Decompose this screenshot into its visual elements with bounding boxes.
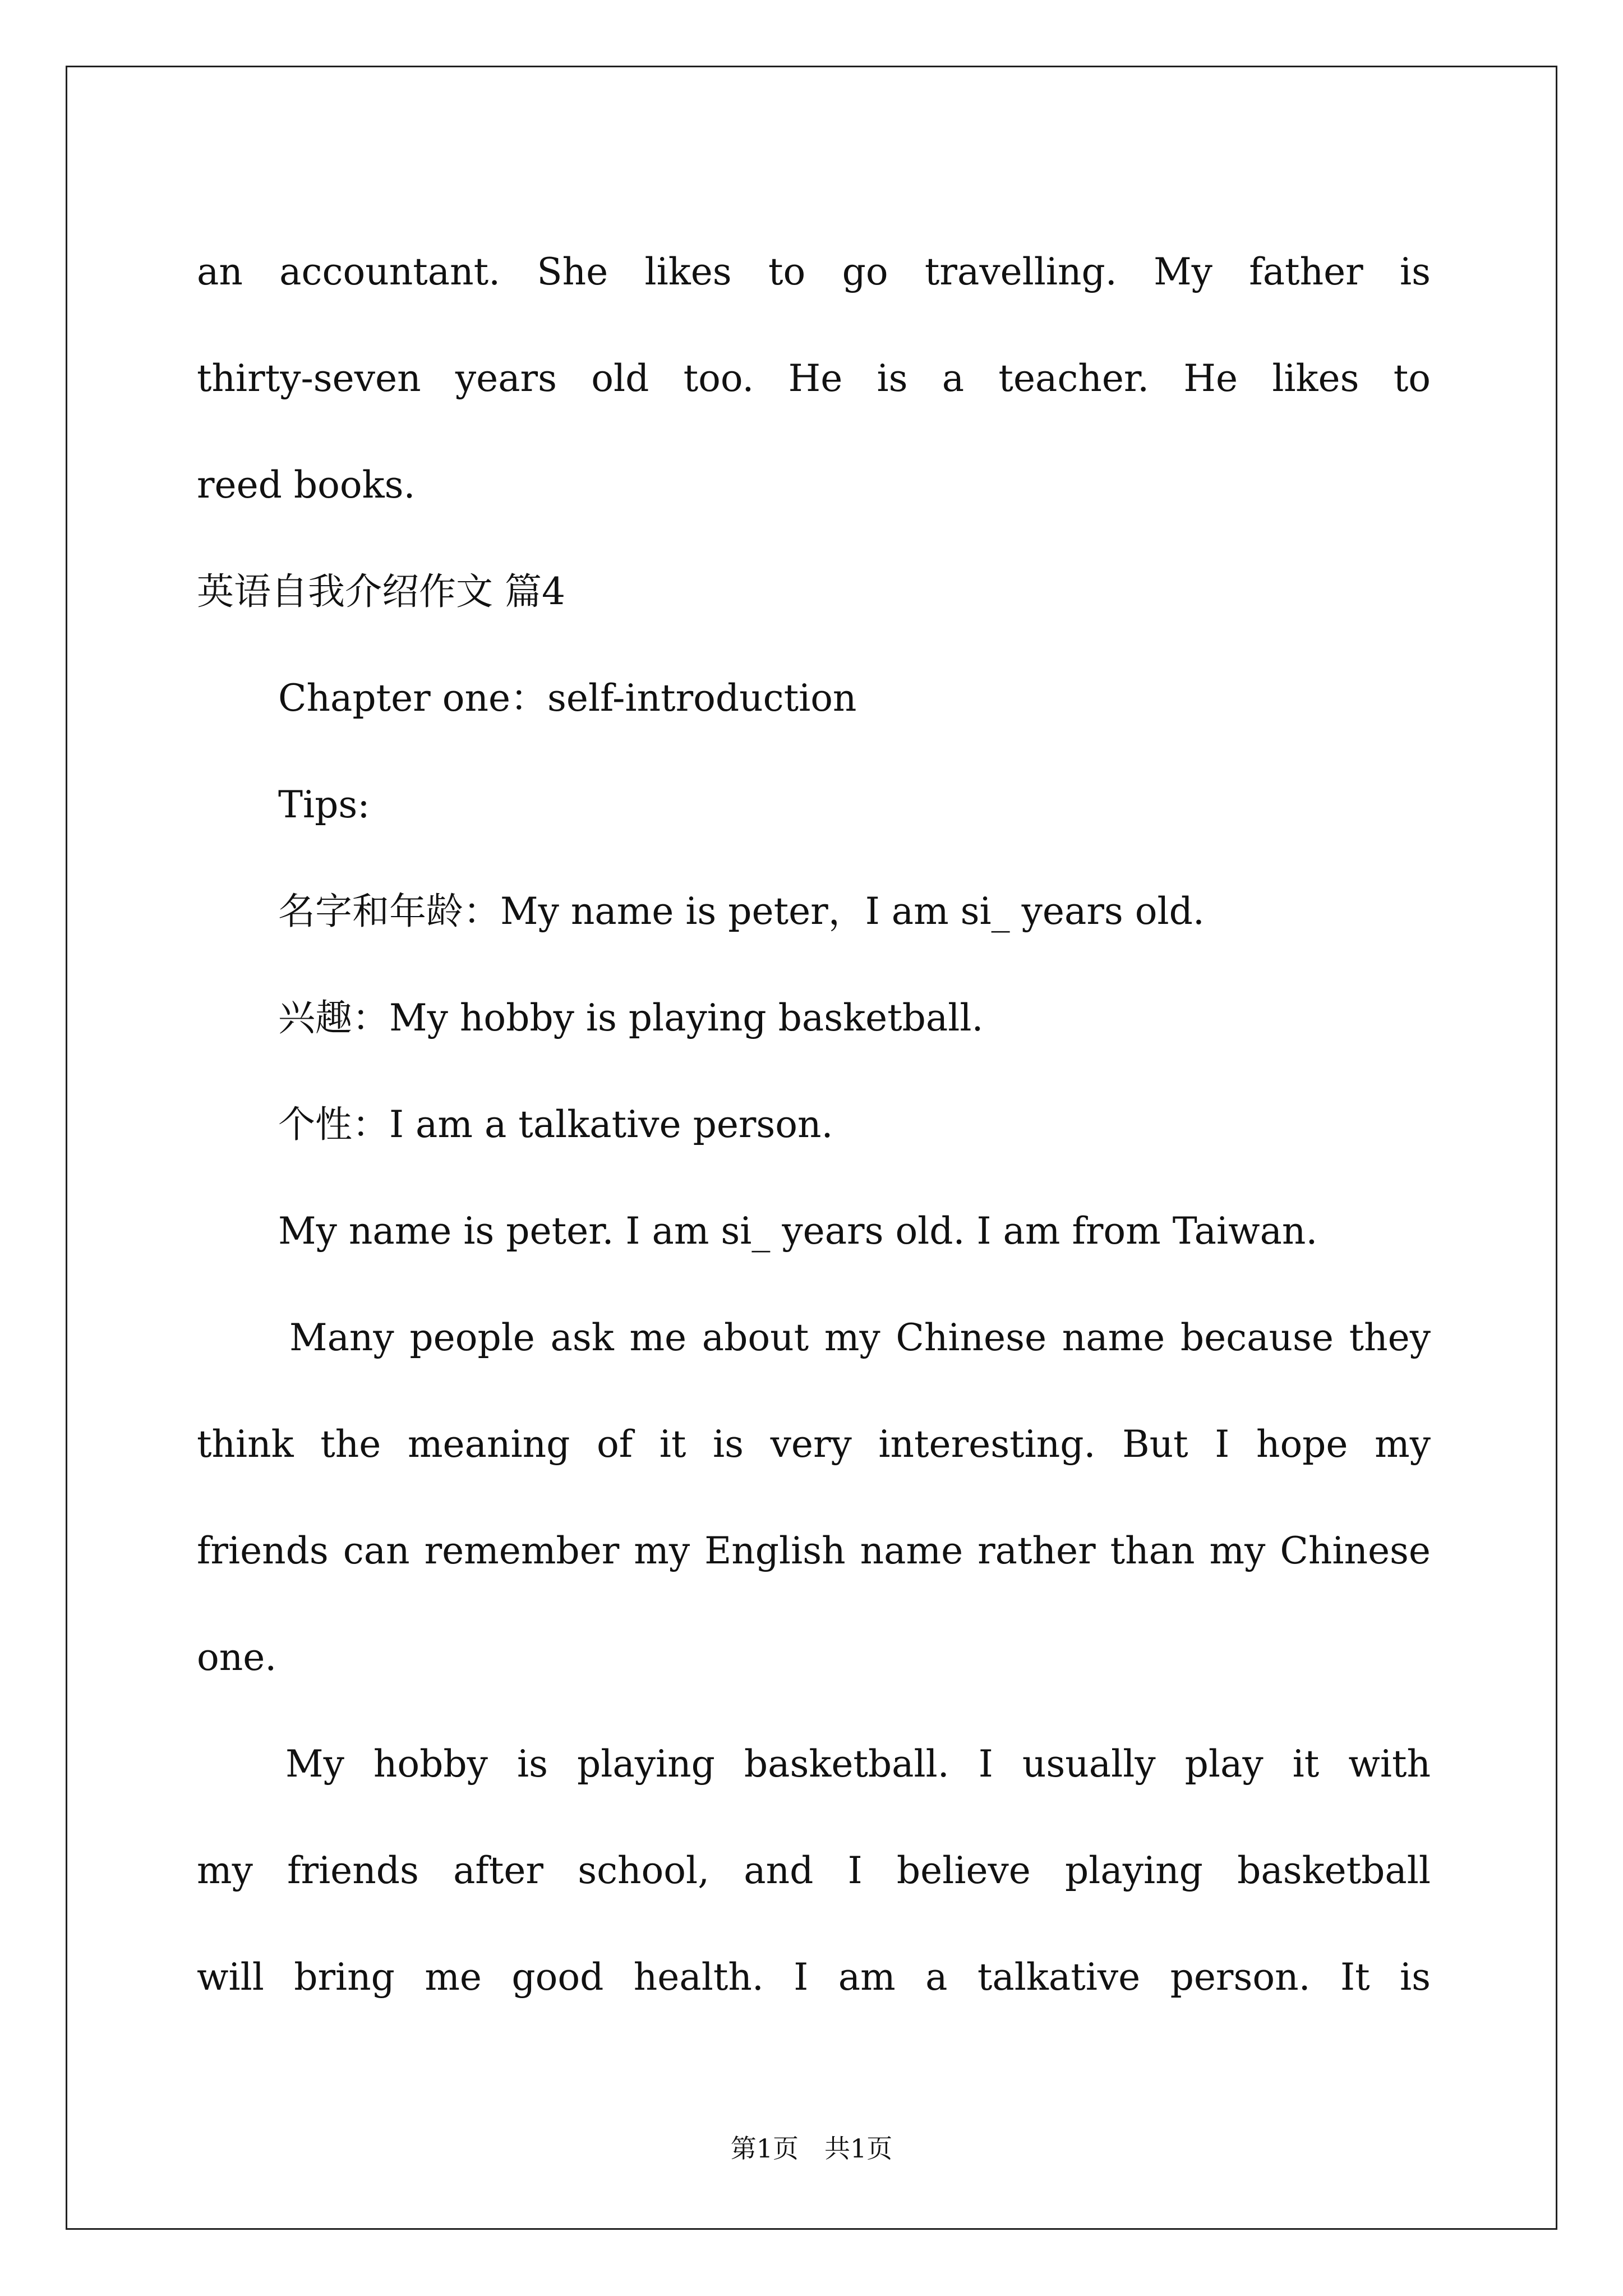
text-line: My name is peter. I am si_ years old. I am from Taiwan.: [278, 1209, 1318, 1253]
tips-label: Tips:: [278, 783, 370, 826]
text-line: Many people ask me about my Chinese name because they: [289, 1316, 1431, 1359]
text-line: think the meaning of it is very interesting. But I hope my: [197, 1423, 1431, 1466]
section-heading: 英语自我介绍作文 篇4: [197, 570, 565, 613]
chapter-title: Chapter one：self-introduction: [278, 677, 857, 720]
tip-name-age: 名字和年龄：My name is peter，I am si_ years old.: [278, 890, 1205, 933]
text-line: one.: [197, 1636, 277, 1679]
text-line: My hobby is playing basketball. I usually play it with: [285, 1742, 1431, 1786]
text-line: friends can remember my English name rather than my Chinese: [197, 1529, 1431, 1572]
text-line: my friends after school, and I believe playing basketball: [197, 1849, 1431, 1892]
text-line: an accountant. She likes to go travelling. My father is: [197, 250, 1431, 293]
tip-hobby: 兴趣：My hobby is playing basketball.: [278, 996, 984, 1039]
text-line: will bring me good health. I am a talkative person. It is: [197, 1955, 1431, 1999]
text-line: thirty-seven years old too. He is a teacher. He likes to: [197, 357, 1431, 400]
text-line: reed books.: [197, 463, 416, 507]
document-body: [197, 219, 1431, 2031]
page-footer: 第1页 共1页: [730, 2133, 893, 2164]
tip-personality: 个性：I am a talkative person.: [278, 1103, 833, 1146]
